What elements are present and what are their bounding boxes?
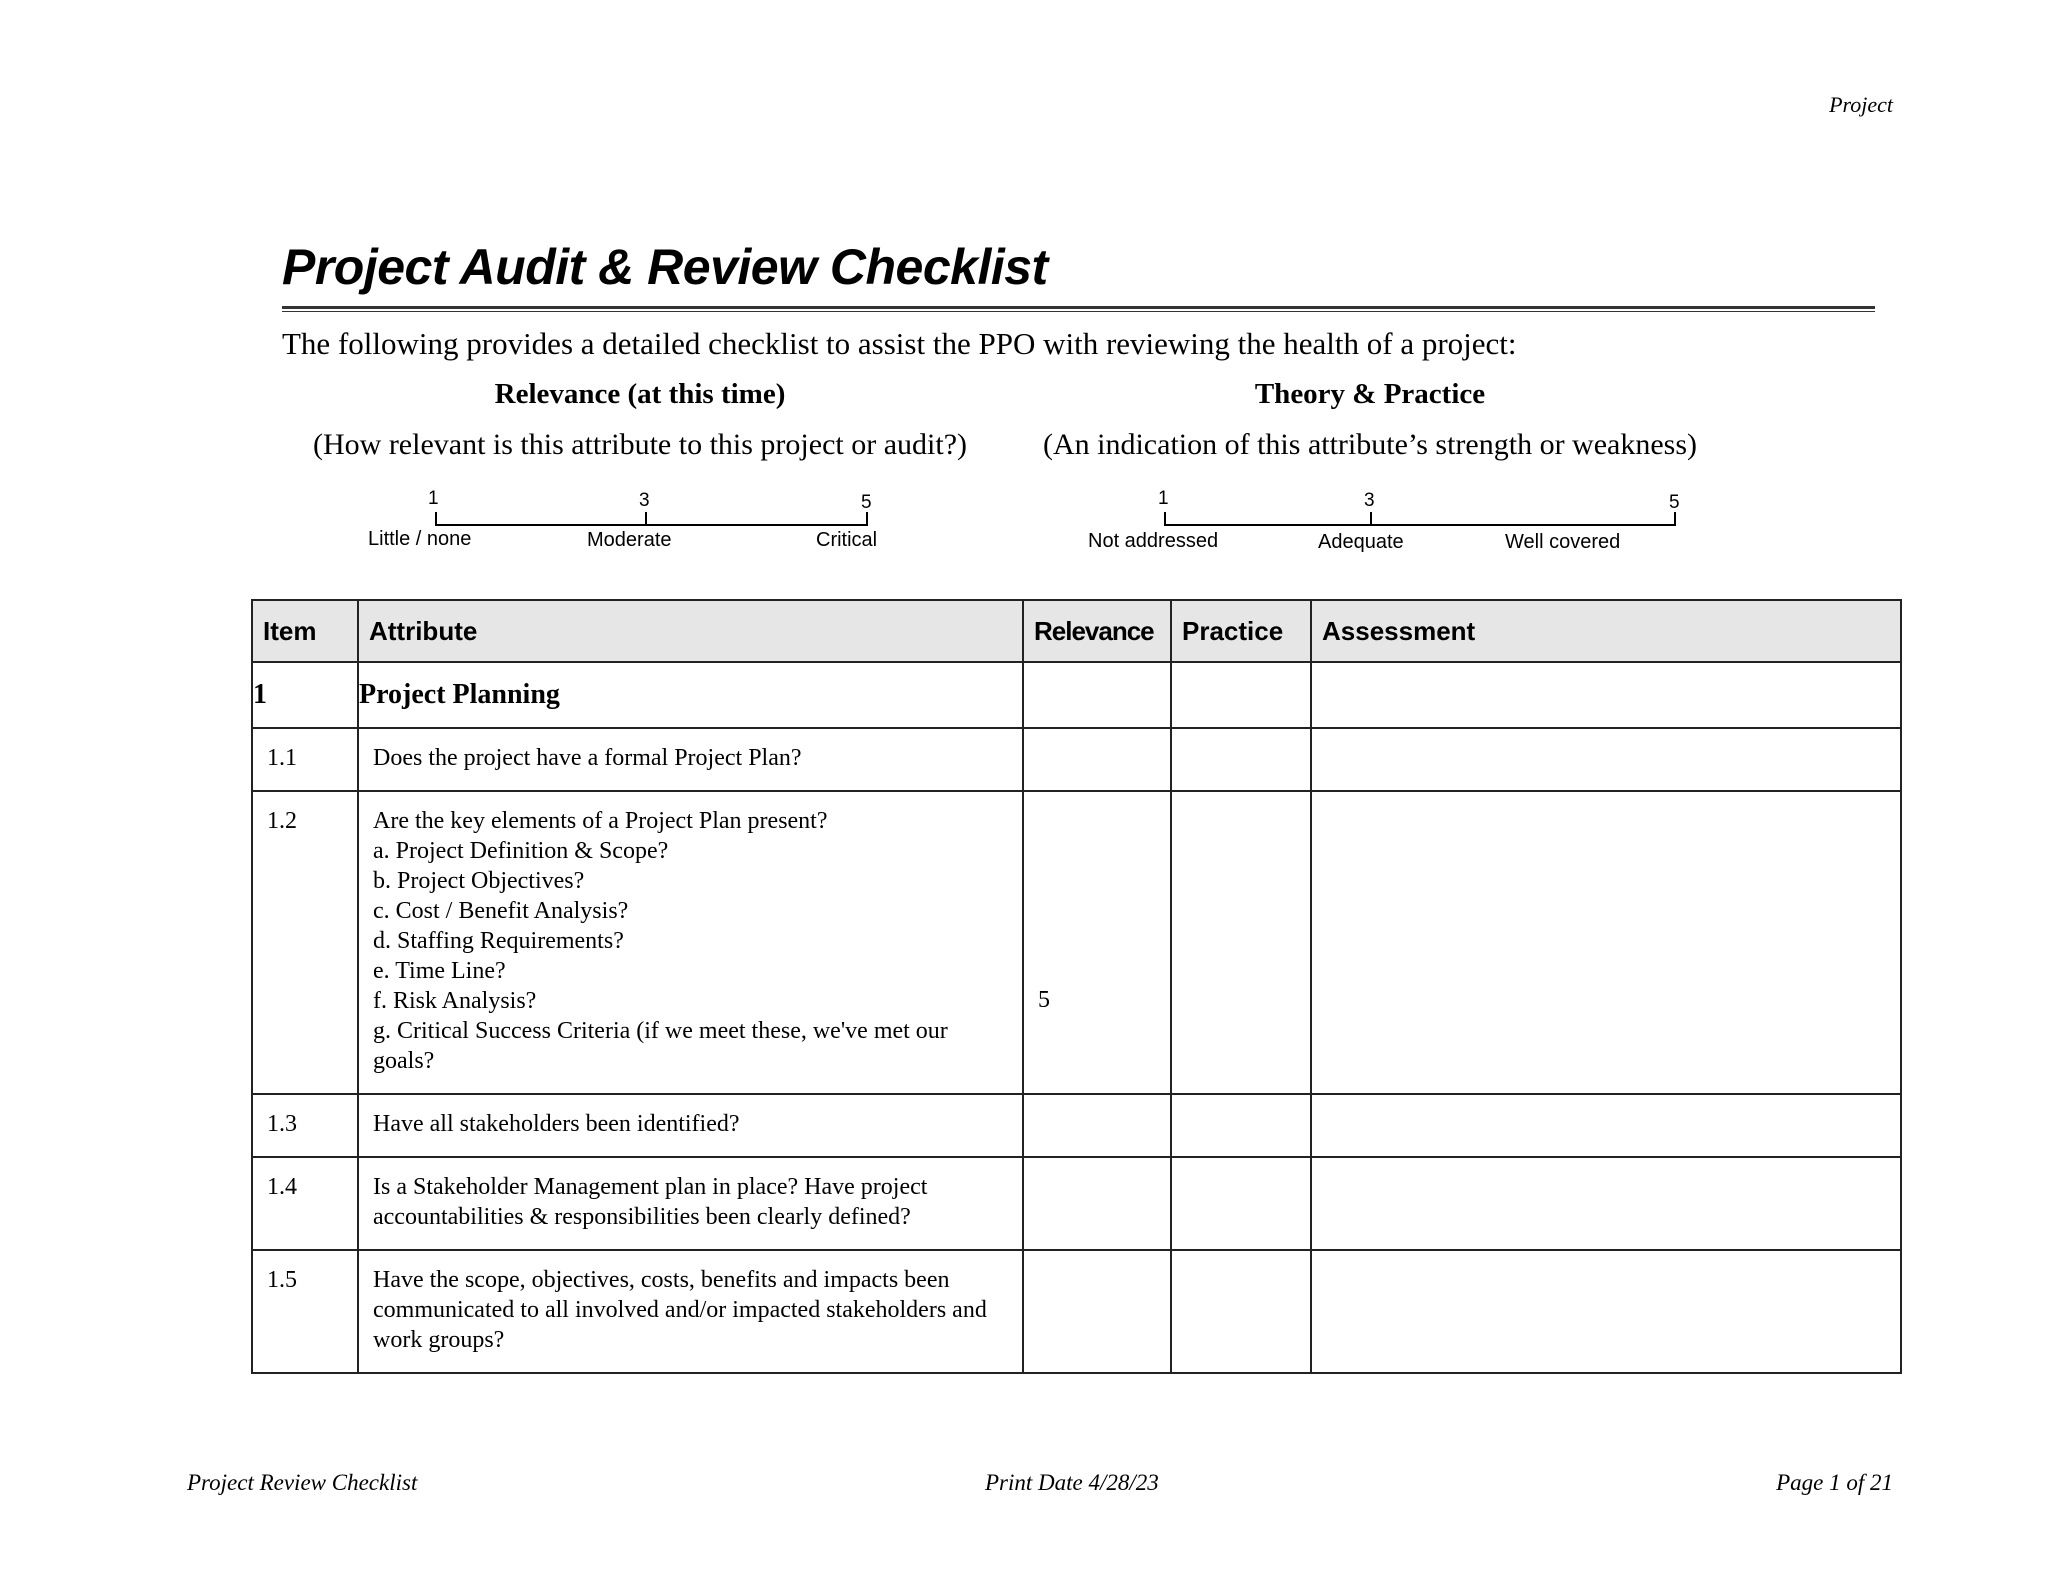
relevance-cell[interactable] — [1023, 791, 1171, 1094]
attribute-text: Does the project have a formal Project Plan? — [373, 745, 802, 771]
checklist-table — [251, 599, 1902, 1374]
practice-tick-label: Adequate — [1318, 531, 1404, 553]
practice-cell[interactable] — [1171, 791, 1311, 1094]
running-head: Project — [1829, 92, 1893, 117]
relevance-tick-1 — [435, 512, 437, 526]
assessment-value — [1312, 729, 1900, 753]
relevance-scale-line — [435, 524, 868, 526]
practice-cell[interactable] — [1171, 662, 1311, 728]
relevance-value — [1024, 1251, 1170, 1275]
relevance-scale — [300, 488, 1000, 568]
page-title: Project Audit & Review Checklist — [282, 239, 1048, 295]
assessment-cell[interactable] — [1311, 728, 1901, 791]
attribute-text: Is a Stakeholder Management plan in place? Have project accountabilities & responsibilities been clearly defined? — [373, 1174, 928, 1230]
relevance-heading: Relevance (at this time) — [494, 378, 786, 410]
practice-value — [1172, 792, 1310, 816]
relevance-cell[interactable] — [1023, 1094, 1171, 1157]
relevance-cell[interactable] — [1023, 662, 1171, 728]
relevance-tick-label: Critical — [816, 529, 878, 551]
footer-print-date: Print Date 4/28/23 — [985, 1470, 1159, 1495]
practice-tick-value: 3 — [1364, 490, 1375, 511]
section-title: Project Planning — [358, 662, 1023, 728]
footer-page-number: Page 1 of 21 — [1776, 1470, 1893, 1495]
item-number: 1.3 — [267, 1111, 297, 1137]
item-number: 1 — [252, 662, 358, 728]
assessment-cell[interactable] — [1311, 662, 1901, 728]
intro-text: The following provides a detailed checklist to assist the PPO with reviewing the health of a project: — [282, 326, 1517, 361]
relevance-tick-5 — [866, 512, 868, 526]
practice-cell[interactable] — [1171, 1094, 1311, 1157]
title-rule-thin — [282, 311, 1875, 312]
relevance-value — [1024, 1095, 1170, 1119]
item-number: 1.5 — [267, 1267, 297, 1293]
assessment-cell[interactable] — [1311, 1157, 1901, 1250]
relevance-value — [1024, 1158, 1170, 1182]
practice-value — [1172, 1095, 1310, 1119]
practice-tick-3 — [1370, 512, 1372, 526]
attribute-text: Are the key elements of a Project Plan present? a. Project Definition & Scope? b. Project Objectives? c. Cost / Benefit Analysis? d. Staffing Requirements? e. Time Line? f. Risk Analysis? g. Critical Success Criteria (if we meet these, we've met our goals? — [373, 808, 948, 1074]
relevance-tick-3 — [645, 512, 647, 526]
practice-cell[interactable] — [1171, 728, 1311, 791]
table-row — [252, 1157, 1901, 1250]
relevance-tick-value: 1 — [428, 488, 439, 509]
relevance-cell[interactable] — [1023, 1250, 1171, 1373]
table-row — [252, 1094, 1901, 1157]
table-row — [252, 728, 1901, 791]
column-header-practice: Practice — [1171, 600, 1311, 662]
practice-scale — [1080, 488, 1720, 568]
table-row-section — [252, 662, 1901, 728]
practice-tick-value: 5 — [1669, 492, 1680, 513]
assessment-value — [1312, 1095, 1900, 1119]
item-number: 1.4 — [267, 1174, 297, 1200]
attribute-text: Have all stakeholders been identified? — [373, 1111, 740, 1137]
practice-cell[interactable] — [1171, 1157, 1311, 1250]
column-header-item: Item — [252, 600, 358, 662]
relevance-tick-value: 3 — [639, 490, 650, 511]
title-rule — [282, 306, 1875, 309]
item-number: 1.2 — [267, 808, 297, 834]
relevance-tick-value: 5 — [861, 492, 872, 513]
practice-cell[interactable] — [1171, 1250, 1311, 1373]
assessment-cell[interactable] — [1311, 1094, 1901, 1157]
practice-value — [1172, 729, 1310, 753]
assessment-value — [1312, 663, 1900, 687]
assessment-value — [1312, 792, 1900, 816]
relevance-cell[interactable] — [1023, 728, 1171, 791]
practice-tick-5 — [1674, 512, 1676, 526]
column-header-relevance: Relevance — [1023, 600, 1171, 662]
practice-heading: Theory & Practice — [1254, 378, 1486, 410]
practice-tick-value: 1 — [1158, 488, 1169, 509]
relevance-value: 5 — [1038, 987, 1050, 1013]
assessment-value — [1312, 1251, 1900, 1275]
practice-tick-1 — [1164, 512, 1166, 526]
practice-tick-label: Well covered — [1505, 531, 1621, 553]
column-header-attribute: Attribute — [358, 600, 1023, 662]
relevance-subheading: (How relevant is this attribute to this project or audit?) — [313, 428, 967, 461]
practice-value — [1172, 1158, 1310, 1182]
footer-document-name: Project Review Checklist — [187, 1470, 418, 1495]
attribute-text: Have the scope, objectives, costs, benefits and impacts been communicated to all involved and/or impacted stakeholders and work groups? — [373, 1267, 987, 1353]
assessment-cell[interactable] — [1311, 791, 1901, 1094]
column-header-assessment: Assessment — [1311, 600, 1901, 662]
table-row — [252, 1250, 1901, 1373]
relevance-tick-label: Moderate — [587, 529, 672, 551]
assessment-cell[interactable] — [1311, 1250, 1901, 1373]
table-header-row — [252, 600, 1901, 662]
practice-subheading: (An indication of this attribute’s strength or weakness) — [1042, 428, 1698, 461]
relevance-value — [1024, 729, 1170, 753]
table-row — [252, 791, 1901, 1094]
practice-scale-line — [1164, 524, 1676, 526]
practice-value — [1172, 663, 1310, 687]
relevance-value — [1024, 663, 1170, 687]
relevance-cell[interactable] — [1023, 1157, 1171, 1250]
assessment-value — [1312, 1158, 1900, 1182]
practice-value — [1172, 1251, 1310, 1275]
relevance-tick-label: Little / none — [368, 528, 472, 550]
item-number: 1.1 — [267, 745, 297, 771]
practice-tick-label: Not addressed — [1088, 530, 1219, 552]
